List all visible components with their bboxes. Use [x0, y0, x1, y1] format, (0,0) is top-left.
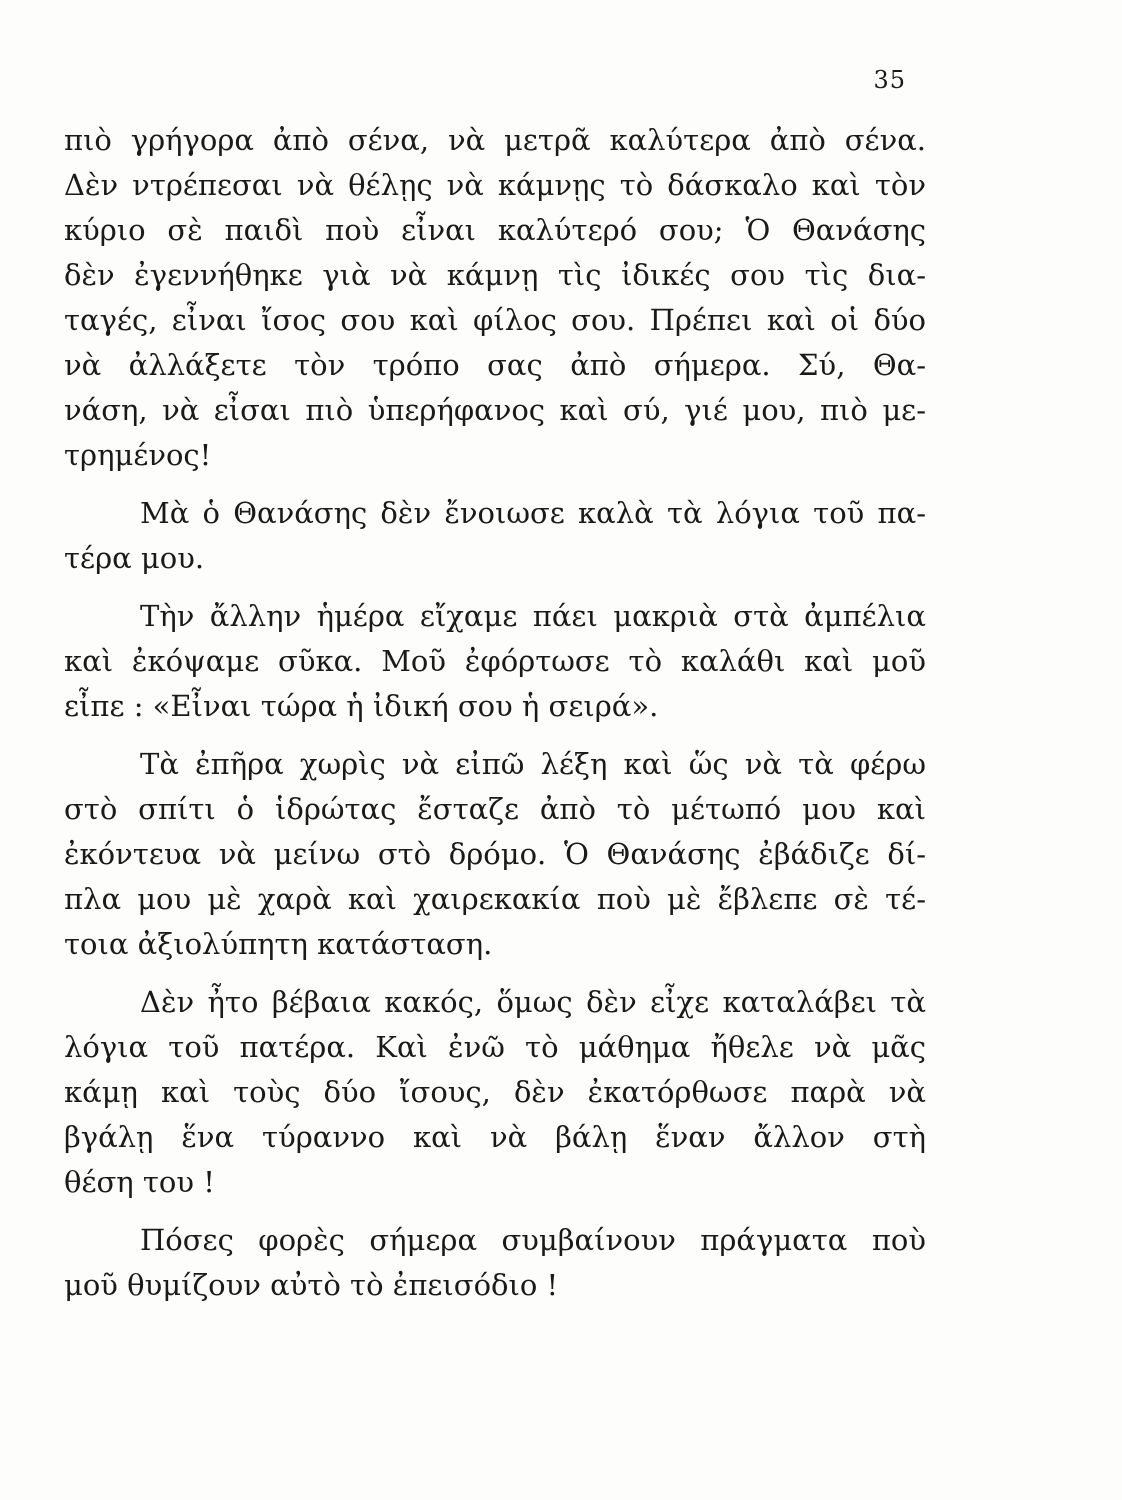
text-line: βγάλῃ ἕνα τύραννο καὶ νὰ βάλῃ ἕναν ἄλλον στὴ — [64, 1120, 926, 1154]
text-line: πλα μου μὲ χαρὰ καὶ χαιρεκακία ποὺ μὲ ἔβλεπε σὲ τέ- — [64, 882, 926, 916]
paragraph — [64, 742, 926, 967]
text-line: στὸ σπίτι ὁ ἱδρώτας ἔσταζε ἀπὸ τὸ μέτωπό μου καὶ — [64, 792, 926, 826]
text-line: θέση του ! — [64, 1165, 215, 1199]
paragraph-gap — [64, 729, 926, 742]
text-line: εἶπε : «Εἶναι τώρα ἡ ἰδική σου ἡ σειρά». — [64, 689, 659, 723]
text-line: ταγές, εἶναι ἴσος σου καὶ φίλος σου. Πρέπει καὶ οἱ δύο — [64, 303, 926, 337]
text-line: τέρα μου. — [64, 541, 205, 575]
paragraph — [64, 1218, 926, 1308]
paragraph — [64, 118, 926, 478]
text-line: δὲν ἐγεννήθηκε γιὰ νὰ κάμνῃ τὶς ἰδικές σου τὶς δια- — [64, 258, 926, 292]
paragraph-gap — [64, 478, 926, 491]
text-line: Τὴν ἄλλην ἡμέρα εἴχαμε πάει μακριὰ στὰ ἀμπέλια — [140, 599, 926, 633]
text-line: τοια ἀξιολύπητη κατάσταση. — [64, 927, 493, 961]
text-line: πιὸ γρήγορα ἀπὸ σένα, νὰ μετρᾶ καλύτερα ἀπὸ σένα. — [64, 123, 926, 157]
text-line: Μὰ ὁ Θανάσης δὲν ἔνοιωσε καλὰ τὰ λόγια τοῦ πα- — [140, 496, 926, 530]
text-line: τρημένος! — [64, 438, 212, 472]
paragraph — [64, 594, 926, 729]
paragraph-gap — [64, 1205, 926, 1218]
text-line: ἐκόντευα νὰ μείνω στὸ δρόμο. Ὁ Θανάσης ἐβάδιζε δί- — [64, 837, 926, 871]
text-line: μοῦ θυμίζουν αὐτὸ τὸ ἐπεισόδιο ! — [64, 1268, 559, 1302]
text-line: κάμῃ καὶ τοὺς δύο ἴσους, δὲν ἐκατόρθωσε παρὰ νὰ — [64, 1075, 926, 1109]
text-line: Δὲν ντρέπεσαι νὰ θέλῃς νὰ κάμνῃς τὸ δάσκαλο καὶ τὸν — [64, 168, 926, 202]
paragraph-gap — [64, 581, 926, 594]
body-text — [64, 118, 926, 1308]
text-line: νάση, νὰ εἶσαι πιὸ ὑπερήφανος καὶ σύ, γιέ μου, πιὸ με- — [64, 393, 926, 427]
text-line: λόγια τοῦ πατέρα. Καὶ ἐνῶ τὸ μάθημα ἤθελε νὰ μᾶς — [64, 1030, 926, 1064]
paragraph-gap — [64, 967, 926, 980]
text-line: Τὰ ἐπῆρα χωρὶς νὰ εἰπῶ λέξη καὶ ὥς νὰ τὰ φέρω — [140, 747, 926, 781]
paragraph — [64, 491, 926, 581]
paragraph — [64, 980, 926, 1205]
text-line: νὰ ἀλλάξετε τὸν τρόπο σας ἀπὸ σήμερα. Σύ, Θα- — [64, 348, 926, 382]
page-number: 35 — [873, 66, 906, 94]
text-line: κύριο σὲ παιδὶ ποὺ εἶναι καλύτερό σου; Ὁ Θανάσης — [64, 213, 926, 247]
text-line: Δὲν ἦτο βέβαια κακός, ὅμως δὲν εἶχε καταλάβει τὰ — [140, 985, 926, 1019]
text-line: καὶ ἐκόψαμε σῦκα. Μοῦ ἐφόρτωσε τὸ καλάθι καὶ μοῦ — [64, 644, 926, 678]
text-line: Πόσες φορὲς σήμερα συμβαίνουν πράγματα ποὺ — [140, 1223, 926, 1257]
